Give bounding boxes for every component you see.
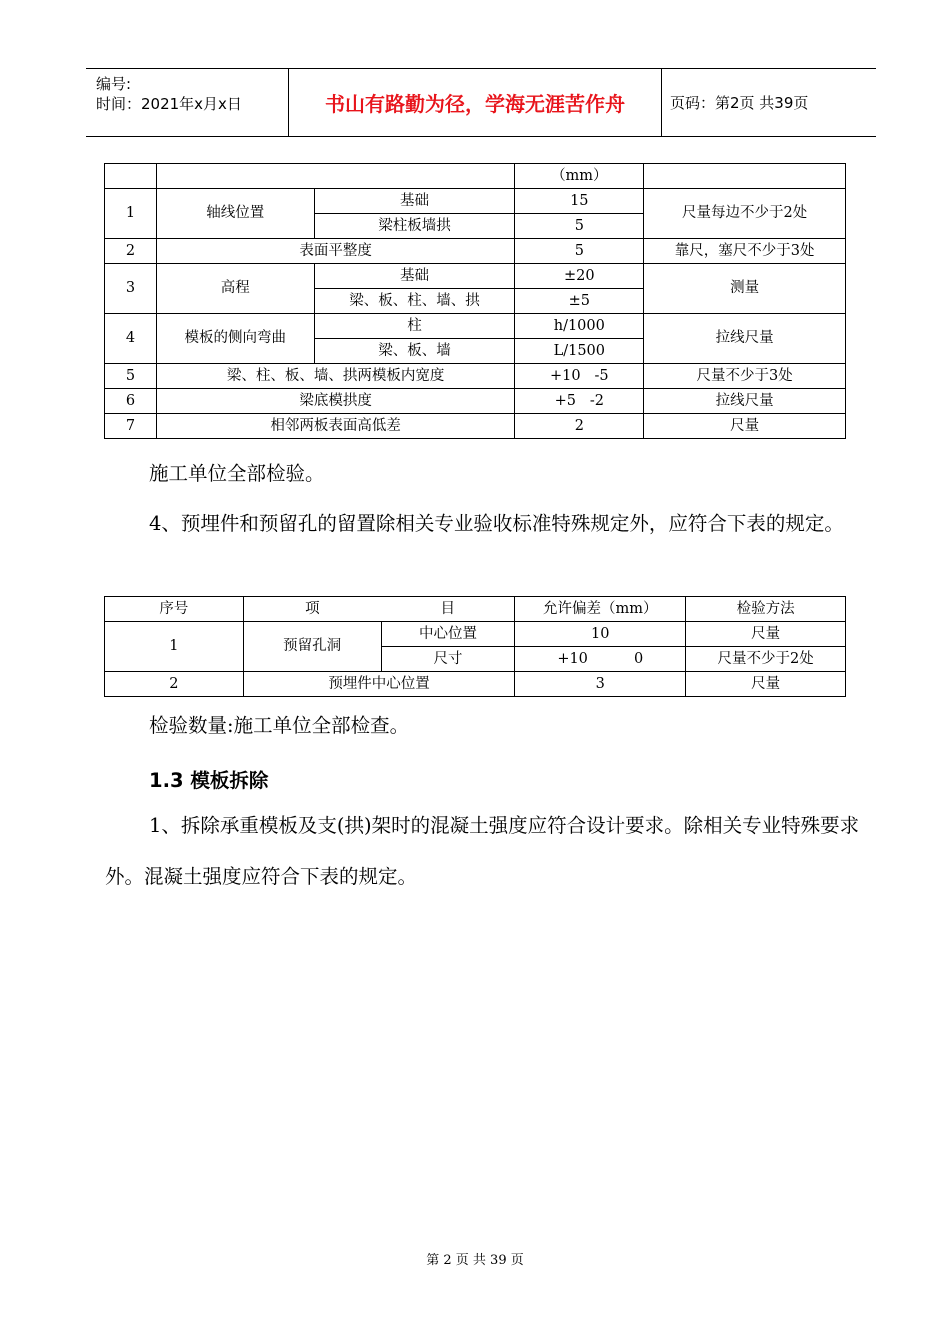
table-cell — [105, 164, 157, 189]
method-cell: 拉线尺量 — [644, 389, 846, 414]
sub-item-cell: 柱 — [314, 314, 515, 339]
table-row — [105, 189, 846, 214]
sub-item-cell: 梁、板、柱、墙、拱 — [314, 289, 515, 314]
row-number: 1 — [105, 622, 244, 672]
sub-item-cell: 梁、板、墙 — [314, 339, 515, 364]
tolerance-cell: ±5 — [515, 289, 644, 314]
page-header — [86, 68, 876, 137]
sub-item-cell: 基础 — [314, 264, 515, 289]
tolerance-cell: 5 — [515, 239, 644, 264]
paragraph-inspection: 施工单位全部检验。 — [149, 462, 325, 485]
table-row — [105, 414, 846, 439]
header-motto: 书山有路勤为径，学海无涯苦作舟 — [289, 69, 662, 136]
row-number: 3 — [105, 264, 157, 314]
item-cell: 轴线位置 — [156, 189, 314, 239]
tolerance-cell: +5 -2 — [515, 389, 644, 414]
header-cell: 序号 — [105, 597, 244, 622]
paragraph-inspection-quantity: 检验数量:施工单位全部检查。 — [149, 714, 410, 737]
row-number: 2 — [105, 672, 244, 697]
method-cell: 尺量不少于2处 — [686, 647, 846, 672]
tolerance-cell: 5 — [515, 214, 644, 239]
table-row — [105, 389, 846, 414]
method-cell: 尺量 — [686, 672, 846, 697]
formwork-tolerance-table — [104, 163, 846, 439]
method-cell: 靠尺，塞尺不少于3处 — [644, 239, 846, 264]
method-cell: 拉线尺量 — [644, 314, 846, 364]
header-cell: 目 — [381, 597, 515, 622]
row-number: 5 — [105, 364, 157, 389]
table-row — [105, 164, 846, 189]
row-number: 4 — [105, 314, 157, 364]
item-cell: 相邻两板表面高低差 — [156, 414, 514, 439]
item-cell: 预留孔洞 — [243, 622, 381, 672]
sub-item-cell: 梁柱板墙拱 — [314, 214, 515, 239]
method-cell: 测量 — [644, 264, 846, 314]
table-row — [105, 264, 846, 289]
item-cell: 预埋件中心位置 — [243, 672, 515, 697]
row-number: 6 — [105, 389, 157, 414]
table-row — [105, 314, 846, 339]
header-cell: 允许偏差（mm） — [515, 597, 686, 622]
item-cell: 梁、柱、板、墙、拱两模板内宽度 — [156, 364, 514, 389]
item-cell: 梁底模拱度 — [156, 389, 514, 414]
tolerance-cell: 15 — [515, 189, 644, 214]
header-meta-cell — [86, 69, 289, 136]
row-number: 1 — [105, 189, 157, 239]
item-cell: 模板的侧向弯曲 — [156, 314, 314, 364]
paragraph-formwork-removal: 1、拆除承重模板及支(拱)架时的混凝土强度应符合设计要求。除相关专业特殊要求外。混凝土强度应符合下表的规定。 — [105, 814, 860, 888]
tolerance-cell: 10 — [515, 622, 686, 647]
row-number: 7 — [105, 414, 157, 439]
sub-item-cell: 基础 — [314, 189, 515, 214]
time-label: 时间：2021年x月x日 — [96, 95, 242, 113]
header-page-info: 页码：第2页 共39页 — [670, 94, 809, 112]
method-cell: 尺量每边不少于2处 — [644, 189, 846, 239]
table-cell — [644, 164, 846, 189]
table-row — [105, 239, 846, 264]
tolerance-cell: ±20 — [515, 264, 644, 289]
method-cell: 尺量不少于3处 — [644, 364, 846, 389]
sub-item-cell: 中心位置 — [381, 622, 515, 647]
sub-item-cell: 尺寸 — [381, 647, 515, 672]
tolerance-cell: +10 0 — [515, 647, 686, 672]
embedded-parts-table — [104, 596, 846, 697]
page-footer: 第 2 页 共 39 页 — [426, 1253, 524, 1268]
item-cell: 高程 — [156, 264, 314, 314]
tolerance-cell: L/1500 — [515, 339, 644, 364]
tolerance-cell: +10 -5 — [515, 364, 644, 389]
table-row — [105, 672, 846, 697]
paragraph-embedded-parts: 4、预埋件和预留孔的留置除相关专业验收标准特殊规定外，应符合下表的规定。 — [149, 512, 844, 535]
method-cell: 尺量 — [644, 414, 846, 439]
table-header-row — [105, 597, 846, 622]
header-cell: 项 — [243, 597, 381, 622]
table-cell: （mm） — [515, 164, 644, 189]
tolerance-cell: h/1000 — [515, 314, 644, 339]
table-row — [105, 622, 846, 647]
item-cell: 表面平整度 — [156, 239, 514, 264]
row-number: 2 — [105, 239, 157, 264]
header-cell: 检验方法 — [686, 597, 846, 622]
table-row — [105, 364, 846, 389]
method-cell: 尺量 — [686, 622, 846, 647]
section-heading: 1.3 模板拆除 — [149, 769, 269, 792]
tolerance-cell: 3 — [515, 672, 686, 697]
tolerance-cell: 2 — [515, 414, 644, 439]
serial-label: 编号: — [96, 75, 132, 93]
table-cell — [156, 164, 514, 189]
